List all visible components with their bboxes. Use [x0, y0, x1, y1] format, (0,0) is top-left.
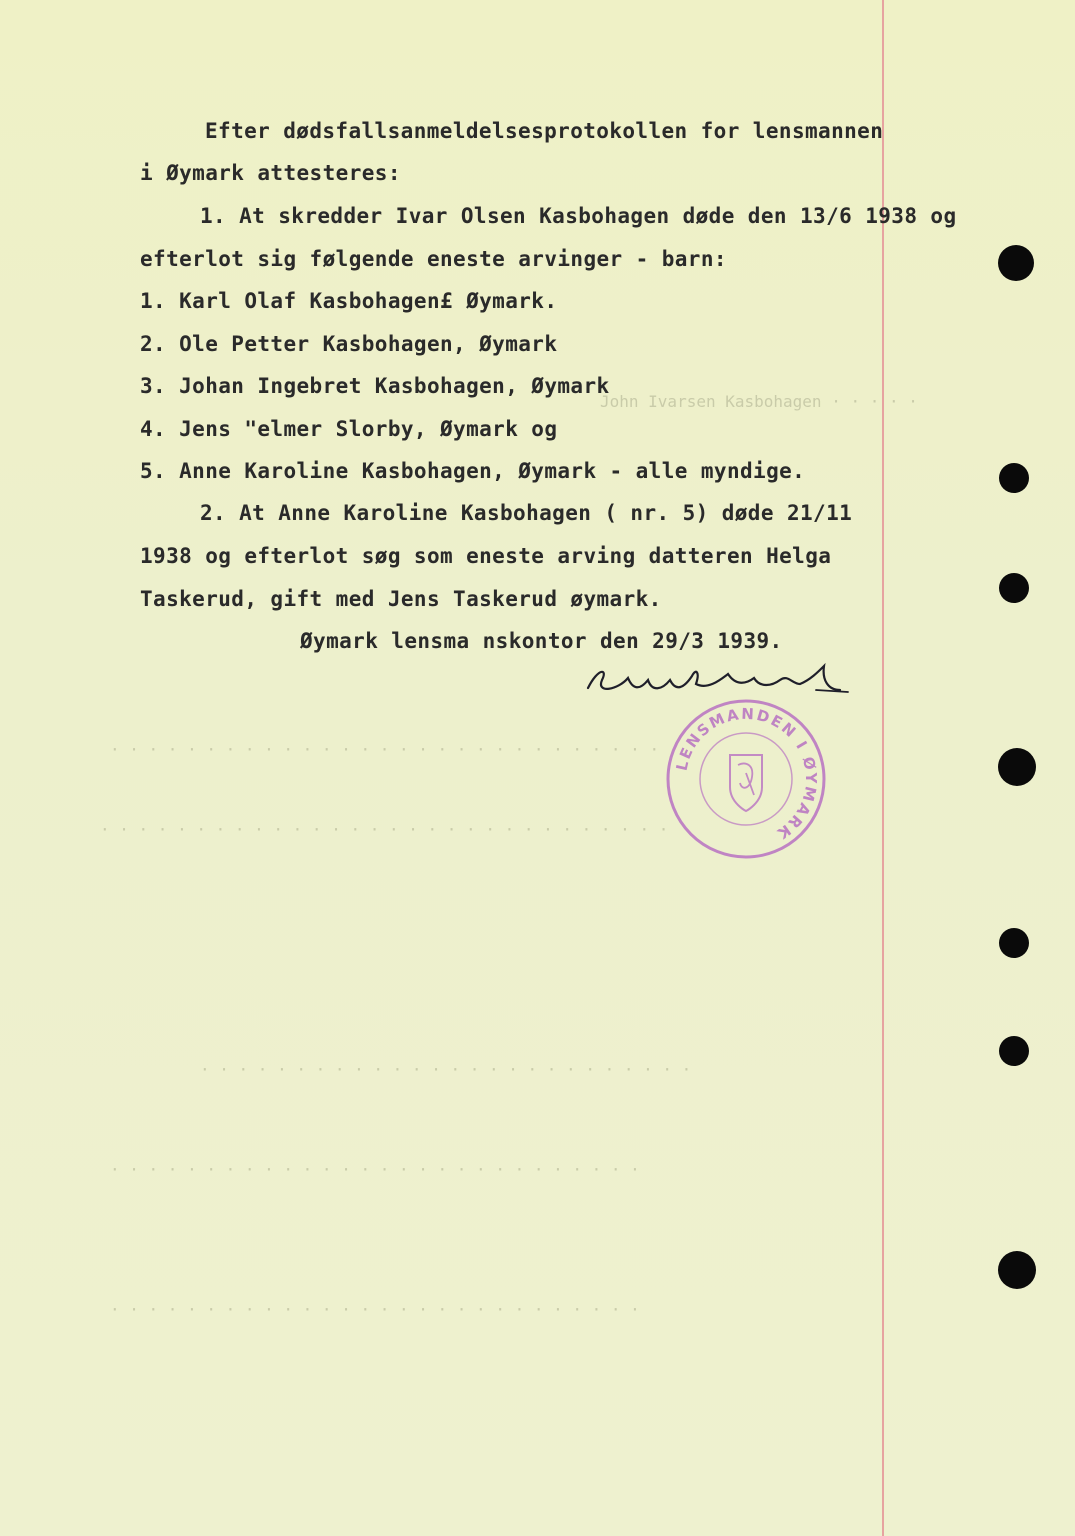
bleed-through-text: · · · · · · · · · · · · · · · · · · · · · · · · · · · · · · [100, 820, 669, 839]
bleed-through-text: · · · · · · · · · · · · · · · · · · · · · · · · · · [200, 1060, 692, 1079]
punch-hole [999, 463, 1029, 493]
text-line-1: Efter dødsfallsanmeldelsesprotokollen for lensmannen [205, 119, 884, 143]
text-line-3: 1. At skredder Ivar Olsen Kasbohagen døde den 13/6 1938 og [200, 204, 957, 228]
place-date-line: Øymark lensma nskontor den 29/3 1939. [300, 629, 783, 653]
bleed-through-text: · · · · · · · · · · · · · · · · · · · · · · · · · · · · [110, 1300, 640, 1319]
heir-5: 5. Anne Karoline Kasbohagen, Øymark - alle myndige. [140, 459, 806, 483]
text-line-2: i Øymark attesteres: [140, 161, 401, 185]
heir-1: 1. Karl Olaf Kasbohagen£ Øymark. [140, 289, 558, 313]
text-line-4: efterlot sig følgende eneste arvinger - barn: [140, 247, 727, 271]
punch-hole [998, 748, 1036, 786]
punch-hole [998, 245, 1034, 281]
margin-rule [882, 0, 884, 1536]
punch-hole [999, 928, 1029, 958]
stamp-text: LENSMANDEN I ØYMARK [672, 704, 821, 844]
official-stamp [662, 695, 830, 863]
heir-3: 3. Johan Ingebret Kasbohagen, Øymark [140, 374, 610, 398]
heir-2: 2. Ole Petter Kasbohagen, Øymark [140, 332, 558, 356]
text-line-11: 1938 og efterlot søg som eneste arving datteren Helga [140, 544, 832, 568]
bleed-through-text: John Ivarsen Kasbohagen · · · · · [600, 392, 918, 411]
bleed-through-text: · · · · · · · · · · · · · · · · · · · · · · · · · · · · · [110, 740, 660, 759]
punch-hole [998, 1251, 1036, 1289]
text-line-10: 2. At Anne Karoline Kasbohagen ( nr. 5) døde 21/11 [200, 501, 853, 525]
punch-hole [999, 573, 1029, 603]
text-line-12: Taskerud, gift med Jens Taskerud øymark. [140, 587, 662, 611]
punch-hole [999, 1036, 1029, 1066]
heir-4: 4. Jens "elmer Slorby, Øymark og [140, 417, 558, 441]
bleed-through-text: · · · · · · · · · · · · · · · · · · · · · · · · · · · · [110, 1160, 640, 1179]
